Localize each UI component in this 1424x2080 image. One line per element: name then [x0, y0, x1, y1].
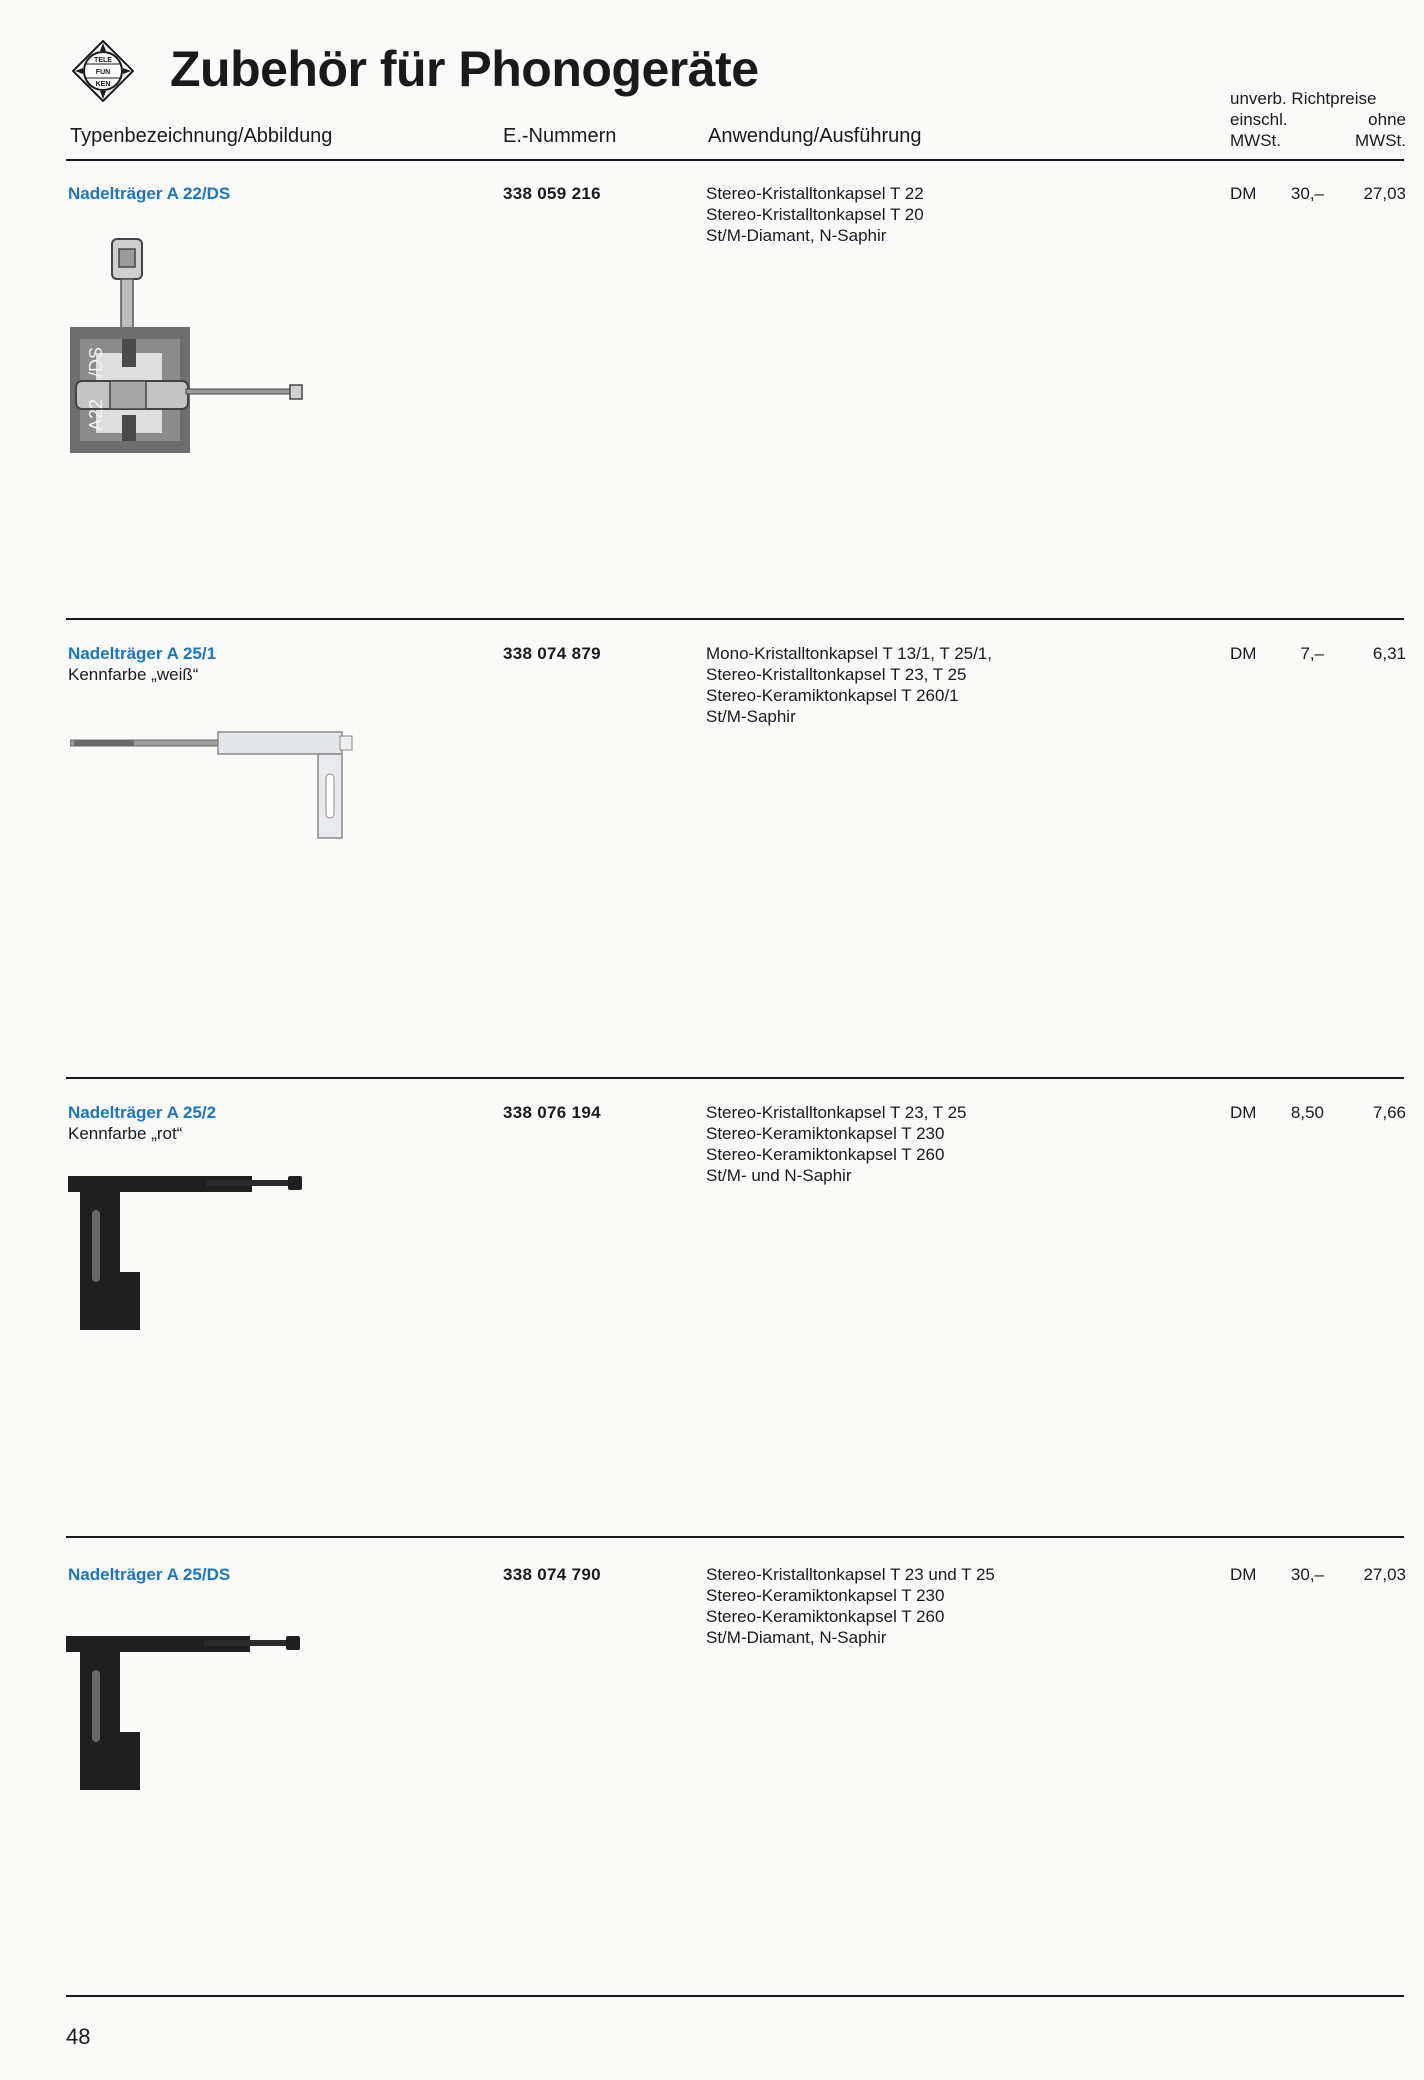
item-enr: 338 074 879 [503, 644, 601, 663]
item-uses [706, 183, 924, 246]
item-use-line: Stereo-Kristalltonkapsel T 22 [706, 184, 924, 203]
item-price-excl: 27,03 [1363, 184, 1406, 203]
item-color-note: Kennfarbe „weiß“ [68, 665, 199, 684]
item-price-excl: 6,31 [1372, 644, 1406, 663]
item-use-line: Stereo-Keramiktonkapsel T 230 [706, 1586, 945, 1605]
item-use-line: Mono-Kristalltonkapsel T 13/1, T 25/1, [706, 644, 993, 663]
price-header-mwst-incl: MWSt. [1230, 131, 1281, 150]
image-label-a22: A22 [86, 398, 106, 431]
needle-holder-a25ds-image [64, 1630, 334, 1800]
telefunken-logo [72, 40, 134, 102]
item-name: Nadelträger A 25/DS [68, 1565, 231, 1584]
column-header-price [1230, 88, 1406, 151]
item-use-line: Stereo-Keramiktonkapsel T 260/1 [706, 686, 959, 705]
item-use-line: St/M-Saphir [706, 707, 796, 726]
svg-text:FUN: FUN [95, 69, 111, 76]
item-uses [706, 1564, 995, 1648]
column-header-type: Typenbezeichnung/Abbildung [70, 125, 333, 147]
item-enr: 338 076 194 [503, 1103, 601, 1122]
item-name-cell [68, 643, 216, 685]
item-enr: 338 074 790 [503, 1565, 601, 1584]
item-name-cell [68, 1564, 230, 1585]
item-use-line: St/M-Diamant, N-Saphir [706, 226, 887, 245]
column-header-enr: E.-Nummern [503, 125, 617, 147]
item-use-line: Stereo-Keramiktonkapsel T 230 [706, 1124, 945, 1143]
row-separator [66, 1536, 1404, 1538]
item-use-line: Stereo-Kristalltonkapsel T 23 und T 25 [706, 1565, 995, 1584]
needle-holder-a25-2-image [66, 1170, 336, 1340]
item-use-line: Stereo-Keramiktonkapsel T 260 [706, 1607, 945, 1626]
header-rule [66, 159, 1404, 161]
item-use-line: Stereo-Keramiktonkapsel T 260 [706, 1145, 945, 1164]
item-uses [706, 1102, 967, 1186]
item-price-incl: 30,– [1290, 184, 1324, 203]
image-label-ds: /DS [86, 346, 106, 377]
page-title: Zubehör für Phonogeräte [170, 41, 759, 97]
item-currency: DM [1230, 184, 1257, 203]
item-name-cell [68, 1102, 216, 1144]
needle-holder-a25-1-image [70, 726, 390, 842]
column-header-use: Anwendung/Ausführung [708, 125, 922, 147]
row-separator [66, 1077, 1404, 1079]
item-price-excl: 7,66 [1372, 1103, 1406, 1122]
item-name-cell [68, 183, 230, 204]
price-header-line1: unverb. Richtpreise [1230, 89, 1377, 108]
item-currency: DM [1230, 644, 1257, 663]
item-name: Nadelträger A 25/1 [68, 644, 217, 663]
item-color-note: Kennfarbe „rot“ [68, 1124, 183, 1143]
item-currency: DM [1230, 1103, 1257, 1122]
item-price-incl: 7,– [1300, 644, 1324, 663]
item-use-line: Stereo-Kristalltonkapsel T 23, T 25 [706, 665, 967, 684]
item-price-excl: 27,03 [1363, 1565, 1406, 1584]
svg-text:TELE: TELE [94, 57, 112, 64]
item-uses [706, 643, 992, 727]
item-use-line: Stereo-Kristalltonkapsel T 20 [706, 205, 924, 224]
svg-text:KEN: KEN [95, 81, 111, 88]
price-header-excl: ohne [1368, 110, 1406, 129]
price-header-mwst-excl: MWSt. [1355, 131, 1406, 150]
item-name: Nadelträger A 22/DS [68, 184, 231, 203]
item-currency: DM [1230, 1565, 1257, 1584]
item-price-incl: 8,50 [1290, 1103, 1324, 1122]
item-use-line: Stereo-Kristalltonkapsel T 23, T 25 [706, 1103, 967, 1122]
item-use-line: St/M- und N-Saphir [706, 1166, 852, 1185]
item-enr: 338 059 216 [503, 184, 601, 203]
item-use-line: St/M-Diamant, N-Saphir [706, 1628, 887, 1647]
needle-holder-a22ds-image [70, 235, 320, 455]
item-price-incl: 30,– [1290, 1565, 1324, 1584]
page-number: 48 [66, 2024, 91, 2049]
footer-rule [66, 1995, 1404, 1997]
item-name: Nadelträger A 25/2 [68, 1103, 217, 1122]
row-separator [66, 618, 1404, 620]
price-header-incl: einschl. [1230, 110, 1288, 129]
